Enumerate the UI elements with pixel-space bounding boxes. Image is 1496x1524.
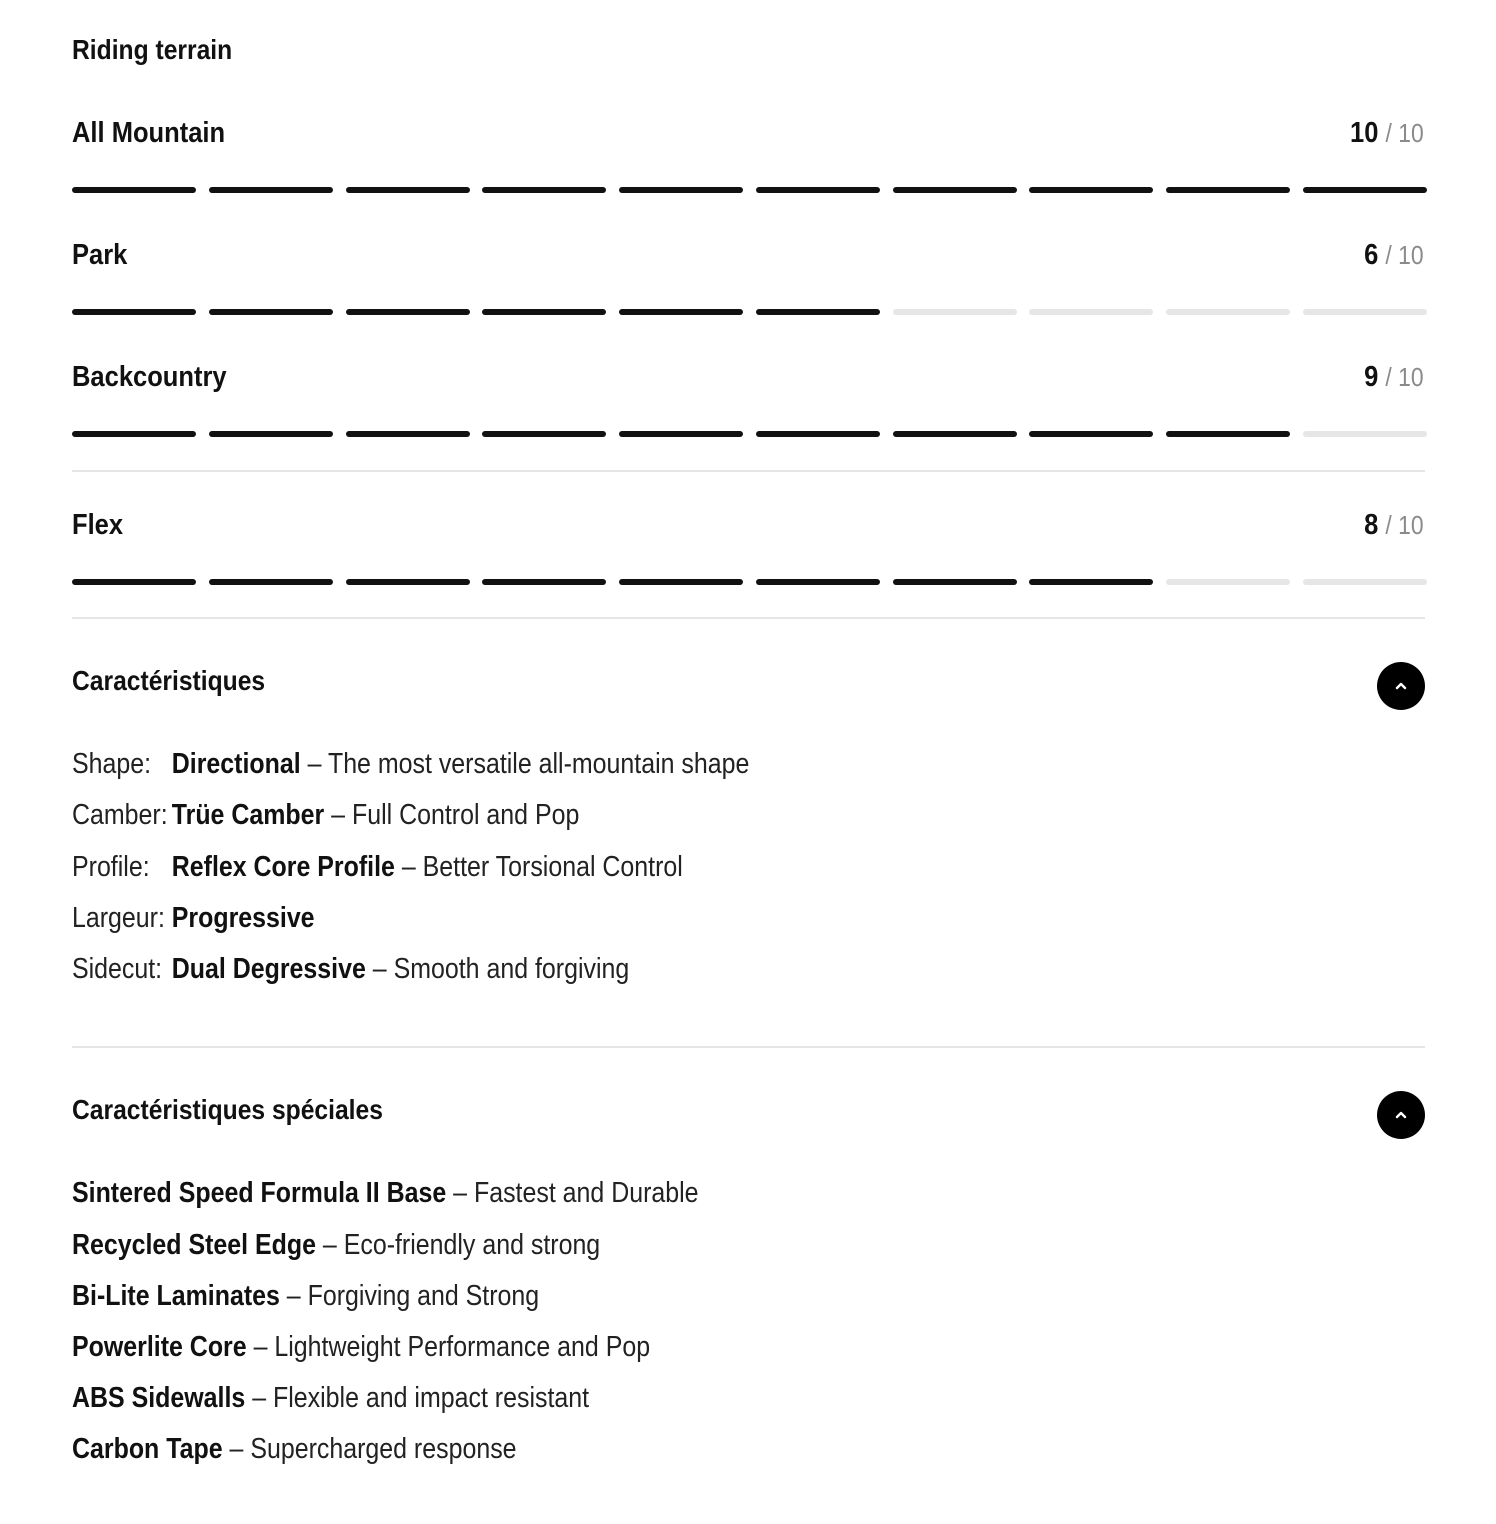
rating-segment-filled — [1029, 431, 1153, 437]
characteristic-width — [72, 900, 315, 936]
rating-segment-empty — [1029, 309, 1153, 315]
rating-segment-filled — [619, 309, 743, 315]
characteristic-profile — [72, 849, 683, 885]
divider — [72, 470, 1425, 472]
score-value: 8 — [1364, 509, 1379, 541]
rating-segment-filled — [482, 431, 606, 437]
spec-description: Fastest and Durable — [473, 1177, 699, 1209]
rating-segment-filled — [893, 431, 1017, 437]
score-max: / 10 — [1385, 118, 1424, 148]
rating-segment-filled — [72, 431, 196, 437]
rating-label-flex: Flex — [72, 509, 124, 541]
special-feature-core — [72, 1329, 650, 1365]
spec-description: Lightweight Performance and Pop — [274, 1331, 651, 1363]
rating-segment-filled — [1166, 187, 1290, 193]
special-feature-base — [72, 1175, 699, 1211]
chevron-up-icon — [1393, 1107, 1409, 1123]
rating-segment-filled — [346, 431, 470, 437]
special-feature-laminates — [72, 1278, 539, 1314]
spec-description: Eco-friendly and strong — [343, 1229, 601, 1261]
spec-description: Supercharged response — [250, 1433, 517, 1465]
spec-description: Better Torsional Control — [422, 851, 683, 883]
special-feature-edge — [72, 1227, 600, 1263]
rating-segment-filled — [72, 309, 196, 315]
rating-segment-filled — [346, 309, 470, 315]
score-value: 6 — [1364, 239, 1379, 271]
spec-key: Profile: — [72, 851, 150, 883]
chevron-up-icon — [1393, 678, 1409, 694]
spec-name: Carbon Tape — [72, 1433, 223, 1465]
rating-segment-empty — [1303, 579, 1427, 585]
rating-segment-filled — [1166, 431, 1290, 437]
rating-segment-filled — [346, 579, 470, 585]
rating-score-backcountry — [1365, 360, 1424, 394]
spec-name: Directional — [171, 748, 301, 780]
rating-segment-filled — [619, 187, 743, 193]
special-characteristics-title: Caractéristiques spéciales — [72, 1094, 383, 1125]
spec-key: Shape: — [72, 748, 152, 780]
rating-segment-empty — [1303, 431, 1427, 437]
rating-segment-filled — [482, 187, 606, 193]
rating-score-all-mountain — [1350, 116, 1424, 150]
spec-separator: – — [331, 799, 346, 831]
spec-separator: – — [453, 1177, 468, 1209]
rating-segment-filled — [72, 187, 196, 193]
spec-separator: – — [229, 1433, 244, 1465]
spec-name: ABS Sidewalls — [72, 1382, 246, 1414]
spec-name: Progressive — [171, 902, 315, 934]
rating-label-park: Park — [72, 239, 128, 271]
spec-separator: – — [401, 851, 416, 883]
score-value: 9 — [1364, 361, 1379, 393]
spec-name: Trüe Camber — [171, 799, 325, 831]
special-characteristics-collapse-button[interactable] — [1377, 1091, 1425, 1139]
characteristics-collapse-button[interactable] — [1377, 662, 1425, 710]
rating-bar-park — [72, 309, 1425, 315]
spec-description: The most versatile all-mountain shape — [327, 748, 750, 780]
spec-name: Dual Degressive — [171, 953, 366, 985]
riding-terrain-title: Riding terrain — [72, 34, 233, 65]
divider — [72, 617, 1425, 619]
spec-name: Sintered Speed Formula II Base — [72, 1177, 447, 1209]
rating-segment-filled — [756, 187, 880, 193]
rating-segment-filled — [756, 431, 880, 437]
spec-key: Camber: — [72, 799, 168, 831]
rating-label-backcountry: Backcountry — [72, 361, 227, 393]
spec-separator: – — [322, 1229, 337, 1261]
rating-segment-filled — [209, 431, 333, 437]
spec-separator: – — [253, 1331, 268, 1363]
spec-description: Full Control and Pop — [351, 799, 580, 831]
score-max: / 10 — [1385, 362, 1424, 392]
rating-segment-filled — [619, 431, 743, 437]
rating-segment-filled — [209, 579, 333, 585]
spec-name: Recycled Steel Edge — [72, 1229, 316, 1261]
rating-segment-empty — [1166, 579, 1290, 585]
spec-description: Smooth and forgiving — [393, 953, 630, 985]
rating-bar-all-mountain — [72, 187, 1425, 193]
spec-key: Largeur: — [72, 902, 165, 934]
spec-separator: – — [307, 748, 322, 780]
special-feature-carbon-tape — [72, 1431, 517, 1467]
rating-segment-filled — [1303, 187, 1427, 193]
spec-separator: – — [372, 953, 387, 985]
rating-label-all-mountain: All Mountain — [72, 117, 226, 149]
rating-score-flex — [1365, 508, 1424, 542]
spec-separator: – — [252, 1382, 267, 1414]
spec-separator: – — [286, 1280, 301, 1312]
rating-segment-filled — [893, 187, 1017, 193]
rating-segment-filled — [482, 579, 606, 585]
score-value: 10 — [1350, 117, 1379, 149]
rating-segment-filled — [1029, 187, 1153, 193]
characteristic-sidecut — [72, 951, 629, 987]
rating-segment-empty — [1303, 309, 1427, 315]
rating-segment-filled — [346, 187, 470, 193]
spec-description: Forgiving and Strong — [307, 1280, 540, 1312]
spec-name: Powerlite Core — [72, 1331, 247, 1363]
rating-segment-empty — [1166, 309, 1290, 315]
characteristic-shape — [72, 746, 749, 782]
rating-segment-filled — [756, 579, 880, 585]
rating-segment-filled — [893, 579, 1017, 585]
spec-description: Flexible and impact resistant — [273, 1382, 590, 1414]
rating-segment-filled — [72, 579, 196, 585]
score-max: / 10 — [1385, 240, 1424, 270]
characteristic-camber — [72, 797, 579, 833]
rating-segment-filled — [482, 309, 606, 315]
characteristics-title: Caractéristiques — [72, 665, 266, 696]
rating-segment-filled — [619, 579, 743, 585]
spec-name: Bi-Lite Laminates — [72, 1280, 280, 1312]
special-feature-sidewalls — [72, 1380, 589, 1416]
rating-segment-filled — [209, 309, 333, 315]
rating-segment-filled — [756, 309, 880, 315]
divider — [72, 1046, 1425, 1048]
rating-segment-empty — [893, 309, 1017, 315]
rating-bar-backcountry — [72, 431, 1425, 437]
rating-score-park — [1365, 238, 1424, 272]
rating-segment-filled — [1029, 579, 1153, 585]
rating-bar-flex — [72, 579, 1425, 585]
rating-segment-filled — [209, 187, 333, 193]
spec-key: Sidecut: — [72, 953, 163, 985]
spec-name: Reflex Core Profile — [171, 851, 395, 883]
score-max: / 10 — [1385, 510, 1424, 540]
